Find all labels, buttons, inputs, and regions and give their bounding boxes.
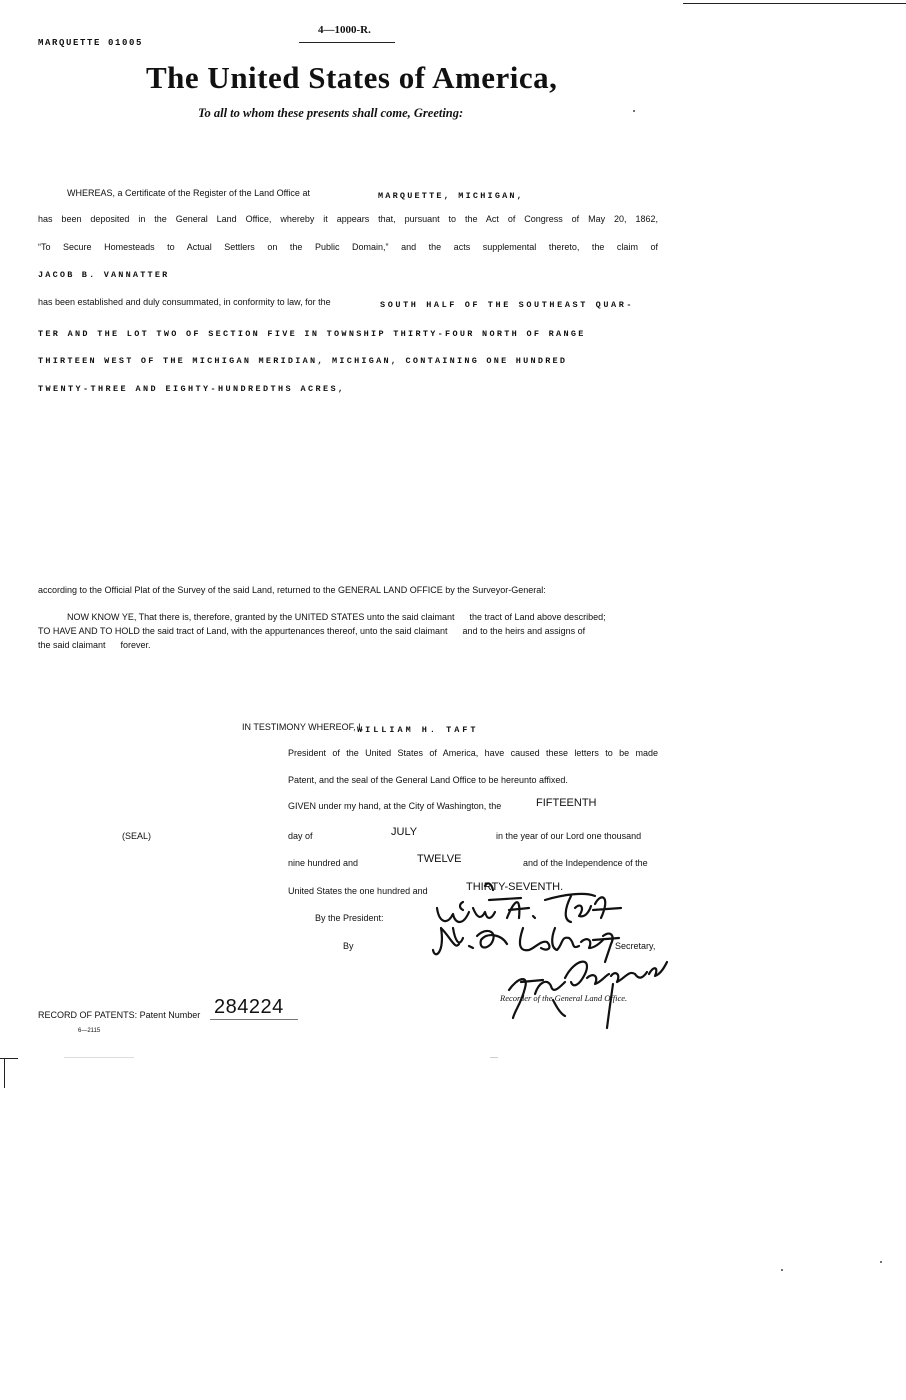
whereas-line-5: has been established and duly consummated, in conformity to law, for the xyxy=(38,297,331,307)
president-signature xyxy=(437,883,621,922)
independence-label: and of the Independence of the xyxy=(523,858,648,868)
file-reference: MARQUETTE 01005 xyxy=(38,38,144,48)
faint-mark xyxy=(64,1057,134,1058)
now-know-line-3: the said claimant forever. xyxy=(38,640,151,650)
claimant-name: JACOB B. VANNATTER xyxy=(38,270,170,280)
testimony-line-2: President of the United States of America, have caused these letters to be made xyxy=(288,748,658,758)
left-edge-mark xyxy=(0,1058,18,1059)
recorder-signature xyxy=(509,962,667,1028)
left-edge-stub xyxy=(4,1058,5,1088)
top-edge-line xyxy=(683,3,906,4)
now-know-line-1: NOW KNOW YE, That there is, therefore, granted by the UNITED STATES unto the said claimant the tract of Land above described; xyxy=(67,612,606,622)
speck xyxy=(781,1269,783,1271)
by-president-label: By the President: xyxy=(315,913,384,923)
testimony-line-3: Patent, and the seal of the General Land Office to be hereunto affixed. xyxy=(288,775,568,785)
speck xyxy=(633,110,635,112)
form-number-rule xyxy=(299,42,395,43)
signatures-svg xyxy=(425,878,675,1038)
land-description-3: THIRTEEN WEST OF THE MICHIGAN MERIDIAN, MICHIGAN, CONTAINING ONE HUNDRED xyxy=(38,356,568,366)
land-description-1: SOUTH HALF OF THE SOUTHEAST QUAR- xyxy=(380,300,635,310)
form-number: 4—1000-R. xyxy=(318,24,371,36)
year-value: TWELVE xyxy=(417,853,462,865)
greeting: To all to whom these presents shall come, Greeting: xyxy=(198,106,464,120)
whereas-line-3: “To Secure Homesteads to Actual Settlers on the Public Domain,” and the acts supplemental thereto, the claim of xyxy=(38,242,658,252)
record-of-patents-label: RECORD OF PATENTS: Patent Number xyxy=(38,1010,201,1020)
speck xyxy=(880,1261,882,1263)
patent-number-underline xyxy=(210,1019,298,1020)
patent-number: 284224 xyxy=(214,996,284,1018)
year-of-lord: in the year of our Lord one thousand xyxy=(496,831,642,841)
nine-hundred-label: nine hundred and xyxy=(288,858,359,868)
day-of-label: day of xyxy=(288,831,313,841)
secretary-signature xyxy=(433,928,619,962)
land-office-name: MARQUETTE, MICHIGAN, xyxy=(378,191,525,201)
day-value: FIFTEENTH xyxy=(536,797,597,809)
whereas-lead: WHEREAS, a Certificate of the Register of the Land Office at xyxy=(67,188,310,198)
according-line: according to the Official Plat of the Survey of the said Land, returned to the GENERAL LAND OFFICE by the Surveyor-General: xyxy=(38,585,546,595)
testimony-line-4: GIVEN under my hand, at the City of Washington, the xyxy=(288,801,502,811)
month-value: JULY xyxy=(391,826,418,838)
independence-year-value: THIRTY-SEVENTH. xyxy=(466,881,564,893)
land-description-4: TWENTY-THREE AND EIGHTY-HUNDREDTHS ACRES, xyxy=(38,384,346,394)
faint-mark xyxy=(490,1057,498,1058)
us-hundred-label: United States the one hundred and xyxy=(288,886,428,896)
whereas-line-2: has been deposited in the General Land Office, whereby it appears that, pursuant to the Act of Congress of May 20, 1862, xyxy=(38,214,658,224)
now-know-line-2: TO HAVE AND TO HOLD the said tract of Land, with the appurtenances thereof, unto the said claimant and to the heirs and assigns of xyxy=(38,626,586,636)
recorder-label: Recorder of the General Land Office. xyxy=(500,993,628,1003)
seal-label: (SEAL) xyxy=(122,831,152,841)
by-label: By xyxy=(343,941,354,951)
testimony-lead: IN TESTIMONY WHEREOF, I, xyxy=(242,722,364,732)
land-description-2: TER AND THE LOT TWO OF SECTION FIVE IN TOWNSHIP THIRTY-FOUR NORTH OF RANGE xyxy=(38,329,586,339)
secretary-label: Secretary, xyxy=(615,941,656,951)
president-name: WILLIAM H. TAFT xyxy=(357,725,479,735)
form-code: 6—2115 xyxy=(78,1028,101,1034)
document-title: The United States of America, xyxy=(146,60,558,95)
